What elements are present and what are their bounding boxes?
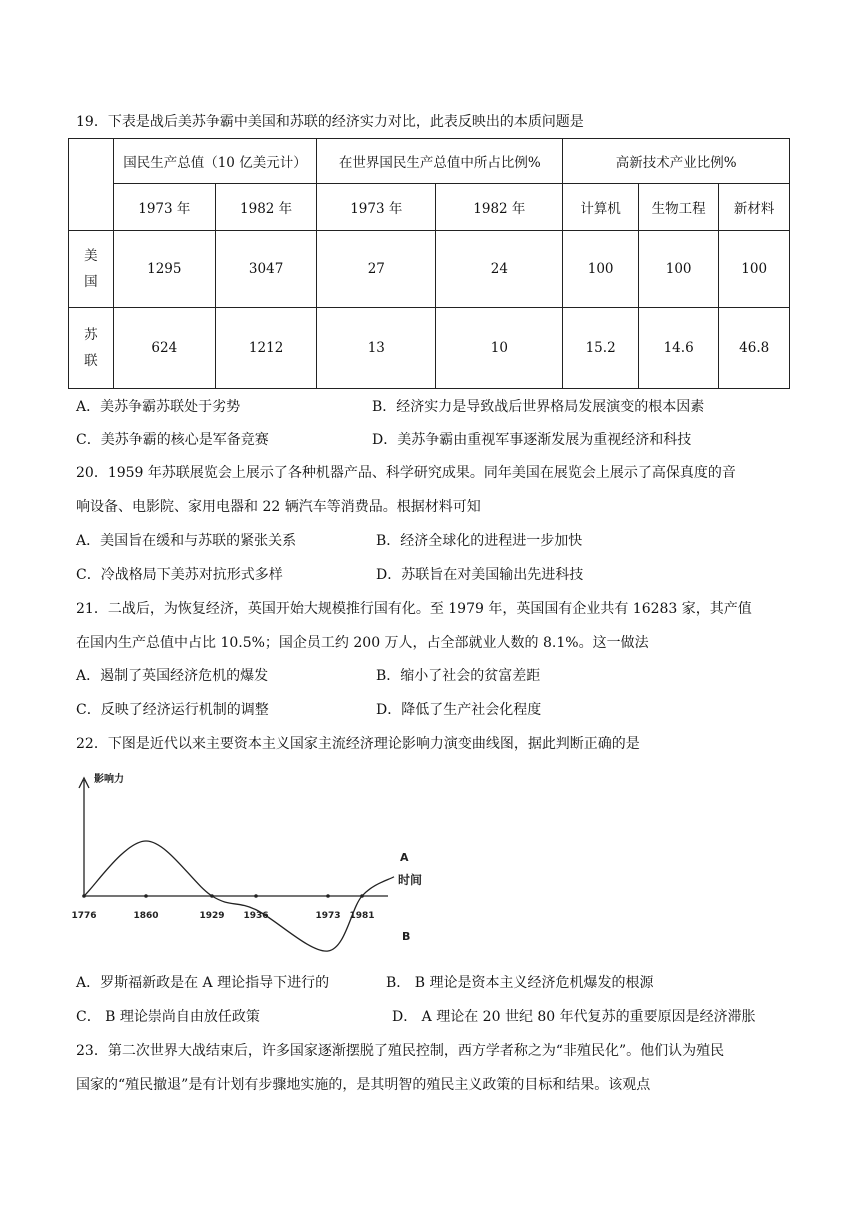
x-tick-mark bbox=[326, 894, 330, 898]
table-cell: 27 bbox=[317, 231, 436, 308]
x-tick-label: 1973 bbox=[315, 911, 341, 921]
table-cell: 1295 bbox=[113, 231, 215, 308]
table-cell: 14.6 bbox=[638, 308, 718, 389]
table-cell: 100 bbox=[719, 231, 790, 308]
q19-option-d[interactable]: D．美苏争霸由重视军事逐渐发展为重视经济和科技 bbox=[372, 432, 692, 448]
q19-option-a[interactable]: A．美苏争霸苏联处于劣势 bbox=[76, 399, 241, 415]
table-group-header: 高新技术产业比例% bbox=[563, 139, 790, 184]
table-cell: 10 bbox=[436, 308, 563, 389]
x-tick-label: 1860 bbox=[133, 911, 159, 921]
table-row bbox=[69, 308, 790, 389]
country-char: 联 bbox=[84, 353, 98, 369]
q21-stem-line2: 在国内生产总值中占比 10.5%；国企员工约 200 万人，占全部就业人数的 8.1%。这一做法 bbox=[76, 635, 649, 651]
q19-option-b[interactable]: B．经济实力是导致战后世界格局发展演变的根本因素 bbox=[372, 399, 705, 415]
q22-stem: 22．下图是近代以来主要资本主义国家主流经济理论影响力演变曲线图，据此判断正确的是 bbox=[76, 736, 640, 752]
q23-stem-line1: 23．第二次世界大战结束后，许多国家逐渐摆脱了殖民控制，西方学者称之为“非殖民化”。他们认为殖民 bbox=[76, 1043, 725, 1059]
q21-stem-line1: 21．二战后，为恢复经济，英国开始大规模推行国有化。至 1979 年，英国国有企业共有 16283 家，其产值 bbox=[76, 601, 752, 617]
country-char: 国 bbox=[84, 274, 98, 290]
q20-stem-line1: 20．1959 年苏联展览会上展示了各种机器产品、科学研究成果。同年美国在展览会上展示了高保真度的音 bbox=[76, 465, 736, 481]
series-b-label: B bbox=[402, 930, 411, 943]
q21-option-c[interactable]: C．反映了经济运行机制的调整 bbox=[76, 702, 269, 718]
table-cell: 24 bbox=[436, 231, 563, 308]
x-tick-mark bbox=[144, 894, 148, 898]
q20-stem-line2: 响设备、电影院、家用电器和 22 辆汽车等消费品。根据材料可知 bbox=[76, 499, 481, 515]
country-cell bbox=[69, 308, 114, 389]
theory-influence-chart bbox=[68, 768, 423, 948]
country-cell bbox=[69, 231, 114, 308]
table-cell: 100 bbox=[638, 231, 718, 308]
x-tick-label: 1776 bbox=[71, 911, 97, 921]
table-sub-header: 1982 年 bbox=[436, 184, 563, 231]
q20-option-a[interactable]: A．美国旨在缓和与苏联的紧张关系 bbox=[76, 533, 297, 549]
y-axis-label: 影响力 bbox=[94, 774, 124, 785]
economy-comparison-table bbox=[68, 138, 790, 389]
table-sub-header: 1973 年 bbox=[113, 184, 215, 231]
q21-option-d[interactable]: D．降低了生产社会化程度 bbox=[376, 702, 542, 718]
q20-option-b[interactable]: B．经济全球化的进程进一步加快 bbox=[376, 533, 583, 549]
q22-option-b[interactable]: B． B 理论是资本主义经济危机爆发的根源 bbox=[386, 975, 654, 991]
table-sub-header: 新材料 bbox=[719, 184, 790, 231]
country-char: 苏 bbox=[84, 327, 98, 343]
x-tick-label: 1981 bbox=[349, 911, 375, 921]
q22-option-c[interactable]: C． B 理论崇尚自由放任政策 bbox=[76, 1009, 260, 1025]
q21-option-b[interactable]: B．缩小了社会的贫富差距 bbox=[376, 668, 541, 684]
q20-option-d[interactable]: D．苏联旨在对美国输出先进科技 bbox=[376, 567, 584, 583]
table-sub-header: 1973 年 bbox=[317, 184, 436, 231]
q21-option-a[interactable]: A．遏制了英国经济危机的爆发 bbox=[76, 668, 269, 684]
x-tick-mark bbox=[254, 894, 258, 898]
q20-option-c[interactable]: C．冷战格局下美苏对抗形式多样 bbox=[76, 567, 283, 583]
q19-stem: 19．下表是战后美苏争霸中美国和苏联的经济实力对比，此表反映出的本质问题是 bbox=[76, 114, 584, 130]
x-tick-label: 1936 bbox=[243, 911, 269, 921]
table-sub-header: 1982 年 bbox=[215, 184, 316, 231]
table-cell: 13 bbox=[317, 308, 436, 389]
q19-option-c[interactable]: C．美苏争霸的核心是军备竞赛 bbox=[76, 432, 269, 448]
q22-option-d[interactable]: D． A 理论在 20 世纪 80 年代复苏的重要原因是经济滞胀 bbox=[392, 1009, 756, 1025]
table-row bbox=[69, 231, 790, 308]
table-cell: 1212 bbox=[215, 308, 316, 389]
table-group-header: 国民生产总值（10 亿美元计） bbox=[113, 139, 317, 184]
q22-option-a[interactable]: A．罗斯福新政是在 A 理论指导下进行的 bbox=[76, 975, 330, 991]
x-axis-label: 时间 bbox=[398, 873, 423, 887]
table-cell: 624 bbox=[113, 308, 215, 389]
table-cell: 3047 bbox=[215, 231, 316, 308]
q23-stem-line2: 国家的“殖民撤退”是有计划有步骤地实施的，是其明智的殖民主义政策的目标和结果。该观点 bbox=[76, 1077, 651, 1093]
table-cell: 15.2 bbox=[563, 308, 639, 389]
table-corner-cell bbox=[69, 139, 114, 231]
country-char: 美 bbox=[84, 248, 98, 264]
table-cell: 100 bbox=[563, 231, 639, 308]
x-tick-label: 1929 bbox=[199, 911, 225, 921]
table-group-header: 在世界国民生产总值中所占比例% bbox=[317, 139, 563, 184]
table-cell: 46.8 bbox=[719, 308, 790, 389]
series-a-label: A bbox=[400, 851, 409, 864]
table-sub-header: 生物工程 bbox=[638, 184, 718, 231]
table-sub-header: 计算机 bbox=[563, 184, 639, 231]
